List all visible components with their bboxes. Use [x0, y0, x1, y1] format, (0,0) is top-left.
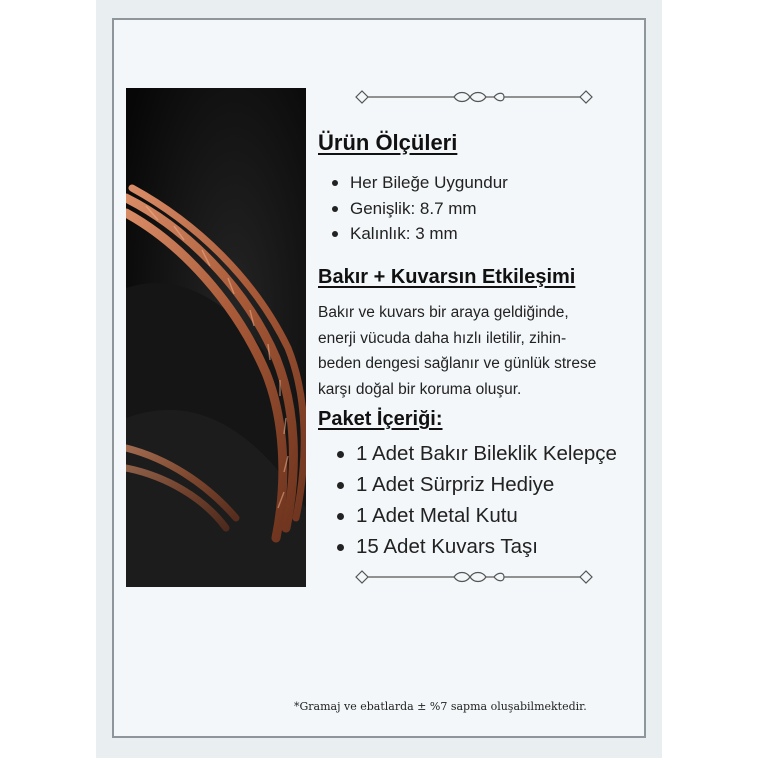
- list-item: 1 Adet Metal Kutu: [336, 500, 617, 531]
- list-item: Genişlik: 8.7 mm: [330, 196, 508, 222]
- paragraph-line: beden dengesi sağlanır ve günlük strese: [318, 355, 597, 372]
- paragraph-line: karşı doğal bir koruma oluşur.: [318, 380, 522, 398]
- list-item: Kalınlık: 3 mm: [330, 221, 508, 247]
- ornament-divider-icon: [354, 568, 594, 586]
- footnote: *Gramaj ve ebatlarda ± %7 sapma oluşabilmektedir.: [294, 700, 587, 713]
- package-list: [336, 438, 617, 562]
- dimensions-list: [330, 170, 508, 247]
- dimensions-title: Ürün Ölçüleri: [318, 130, 458, 155]
- product-photo: [126, 88, 306, 587]
- interaction-paragraph: [318, 300, 618, 402]
- list-item: 15 Adet Kuvars Taşı: [336, 531, 617, 562]
- list-item: Her Bileğe Uygundur: [330, 170, 508, 196]
- paragraph-line: enerji vücuda daha hızlı iletilir, zihin-: [318, 329, 567, 347]
- list-item: 1 Adet Bakır Bileklik Kelepçe: [336, 438, 617, 469]
- package-title: Paket İçeriği:: [318, 408, 443, 430]
- ornament-divider-icon: [354, 88, 594, 106]
- list-item: 1 Adet Sürpriz Hediye: [336, 469, 617, 500]
- paragraph-line: Bakır ve kuvars bir araya geldiğinde,: [318, 304, 569, 321]
- interaction-title: Bakır + Kuvarsın Etkileşimi: [318, 266, 576, 288]
